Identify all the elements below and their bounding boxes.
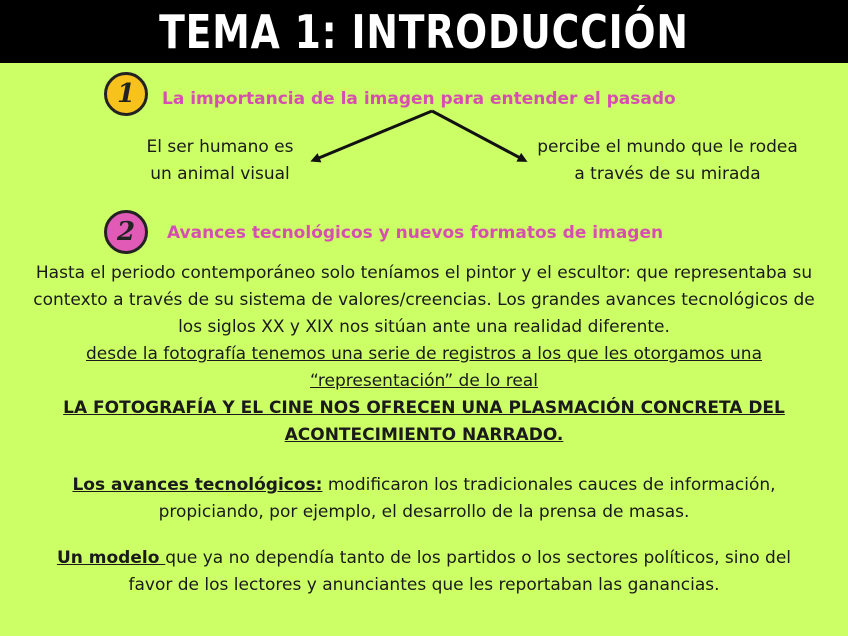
paragraph-line: contexto a través de su sistema de valores/creencias. Los grandes avances tecnológicos de [33, 290, 815, 310]
paragraph-line: los siglos XX y XIX nos sitúan ante una realidad diferente. [178, 317, 670, 337]
concept-left-line-2: un animal visual [150, 164, 290, 184]
modelo-text: que ya no dependía tanto de los partidos o los sectores políticos, sino del [165, 548, 792, 568]
avances-text-line-2: propiciando, por ejemplo, el desarrollo de la prensa de masas. [158, 502, 690, 522]
modelo-text-line-2: favor de los lectores y anunciantes que les reportaban las ganancias. [128, 575, 720, 595]
modelo-paragraph [0, 545, 848, 599]
avances-label: Los avances tecnológicos: [72, 475, 323, 495]
number-badge-1: 1 [104, 72, 148, 116]
concept-right-line-2: a través de su mirada [574, 164, 761, 184]
avances-paragraph [0, 472, 848, 526]
emphasis-line: ACONTECIMIENTO NARRADO. [284, 425, 564, 445]
modelo-label: Un modelo [56, 548, 166, 568]
concept-right [515, 134, 820, 188]
section-2-heading: Avances tecnológicos y nuevos formatos de imagen [167, 223, 664, 243]
page-title: TEMA 1: INTRODUCCIÓN [159, 4, 689, 59]
underlined-line: desde la fotografía tenemos una serie de registros a los que les otorgamos una [86, 344, 762, 364]
concept-left-line-1: El ser humano es [146, 137, 294, 157]
emphasis-line: LA FOTOGRAFÍA Y EL CINE NOS OFRECEN UNA PLASMACIÓN CONCRETA DEL [63, 398, 785, 418]
arrow-left [314, 111, 432, 160]
arrow-right [432, 111, 524, 160]
underlined-line: “representación” de lo real [310, 371, 538, 391]
concept-right-line-1: percibe el mundo que le rodea [537, 137, 798, 157]
section-1-heading: La importancia de la imagen para entender el pasado [162, 89, 676, 109]
concept-left [110, 134, 330, 188]
number-badge-2: 2 [104, 210, 148, 254]
intro-paragraph [0, 260, 848, 449]
avances-text: modificaron los tradicionales cauces de información, [322, 475, 776, 495]
paragraph-line: Hasta el periodo contemporáneo solo teníamos el pintor y el escultor: que representaba su [35, 263, 813, 283]
